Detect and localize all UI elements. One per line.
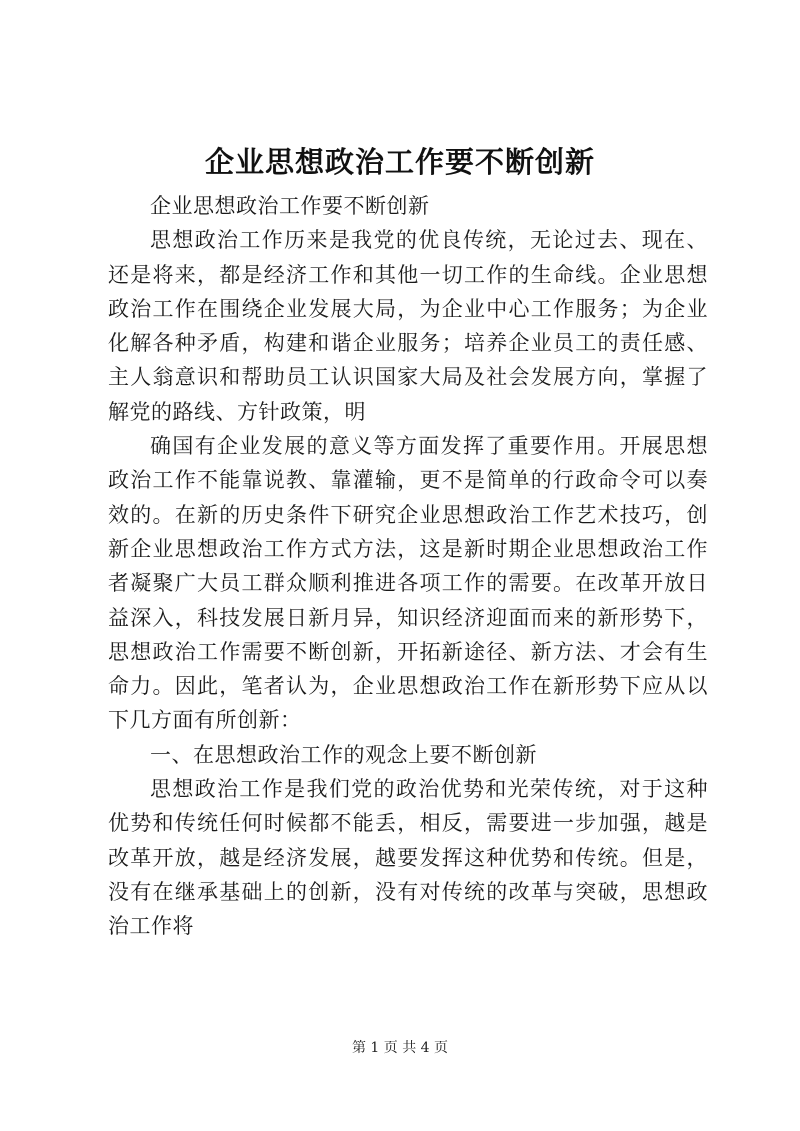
page-number-footer: 第 1 页 共 4 页 — [351, 1040, 449, 1056]
section-heading-1: 一、在思想政治工作的观念上要不断创新 — [150, 742, 537, 767]
paragraph-2: 确国有企业发展的意义等方面发挥了重要作用。开展思想政治工作不能靠说教、靠灌输，更不是简单的行政命令可以奏效的。在新的历史条件下研究企业思想政治工作艺术技巧，创新企业思想政治工作方式方法，这是新时期企业思想政治工作者凝聚广大员工群众顺利推进各项工作的需要。在改革开放日益深入，科技发展日新月异，知识经济迎面而来的新形势下，思想政治工作需要不断创新，开拓新途径、新方法、才会有生命力。因此，笔者认为，企业思想政治工作在新形势下应从以下几方面有所创新： — [108, 434, 708, 733]
document-title: 企业思想政治工作要不断创新 — [204, 145, 595, 179]
paragraph-subtitle: 企业思想政治工作要不断创新 — [150, 194, 430, 218]
paragraph-3: 思想政治工作是我们党的政治优势和光荣传统，对于这种优势和传统任何时候都不能丢，相反，需要进一步加强，越是改革开放，越是经济发展，越要发挥这种优势和传统。但是，没有在继承基础上的创新，没有对传统的改革与突破，思想政治工作将 — [108, 777, 708, 939]
paragraph-1: 思想政治工作历来是我党的优良传统，无论过去、现在、还是将来，都是经济工作和其他一切工作的生命线。企业思想政治工作在围绕企业发展大局，为企业中心工作服务；为企业化解各种矛盾，构建和谐企业服务；培养企业员工的责任感、主人翁意识和帮助员工认识国家大局及社会发展方向，掌握了解党的路线、方针政策，明 — [108, 228, 708, 424]
document-body — [108, 189, 708, 944]
